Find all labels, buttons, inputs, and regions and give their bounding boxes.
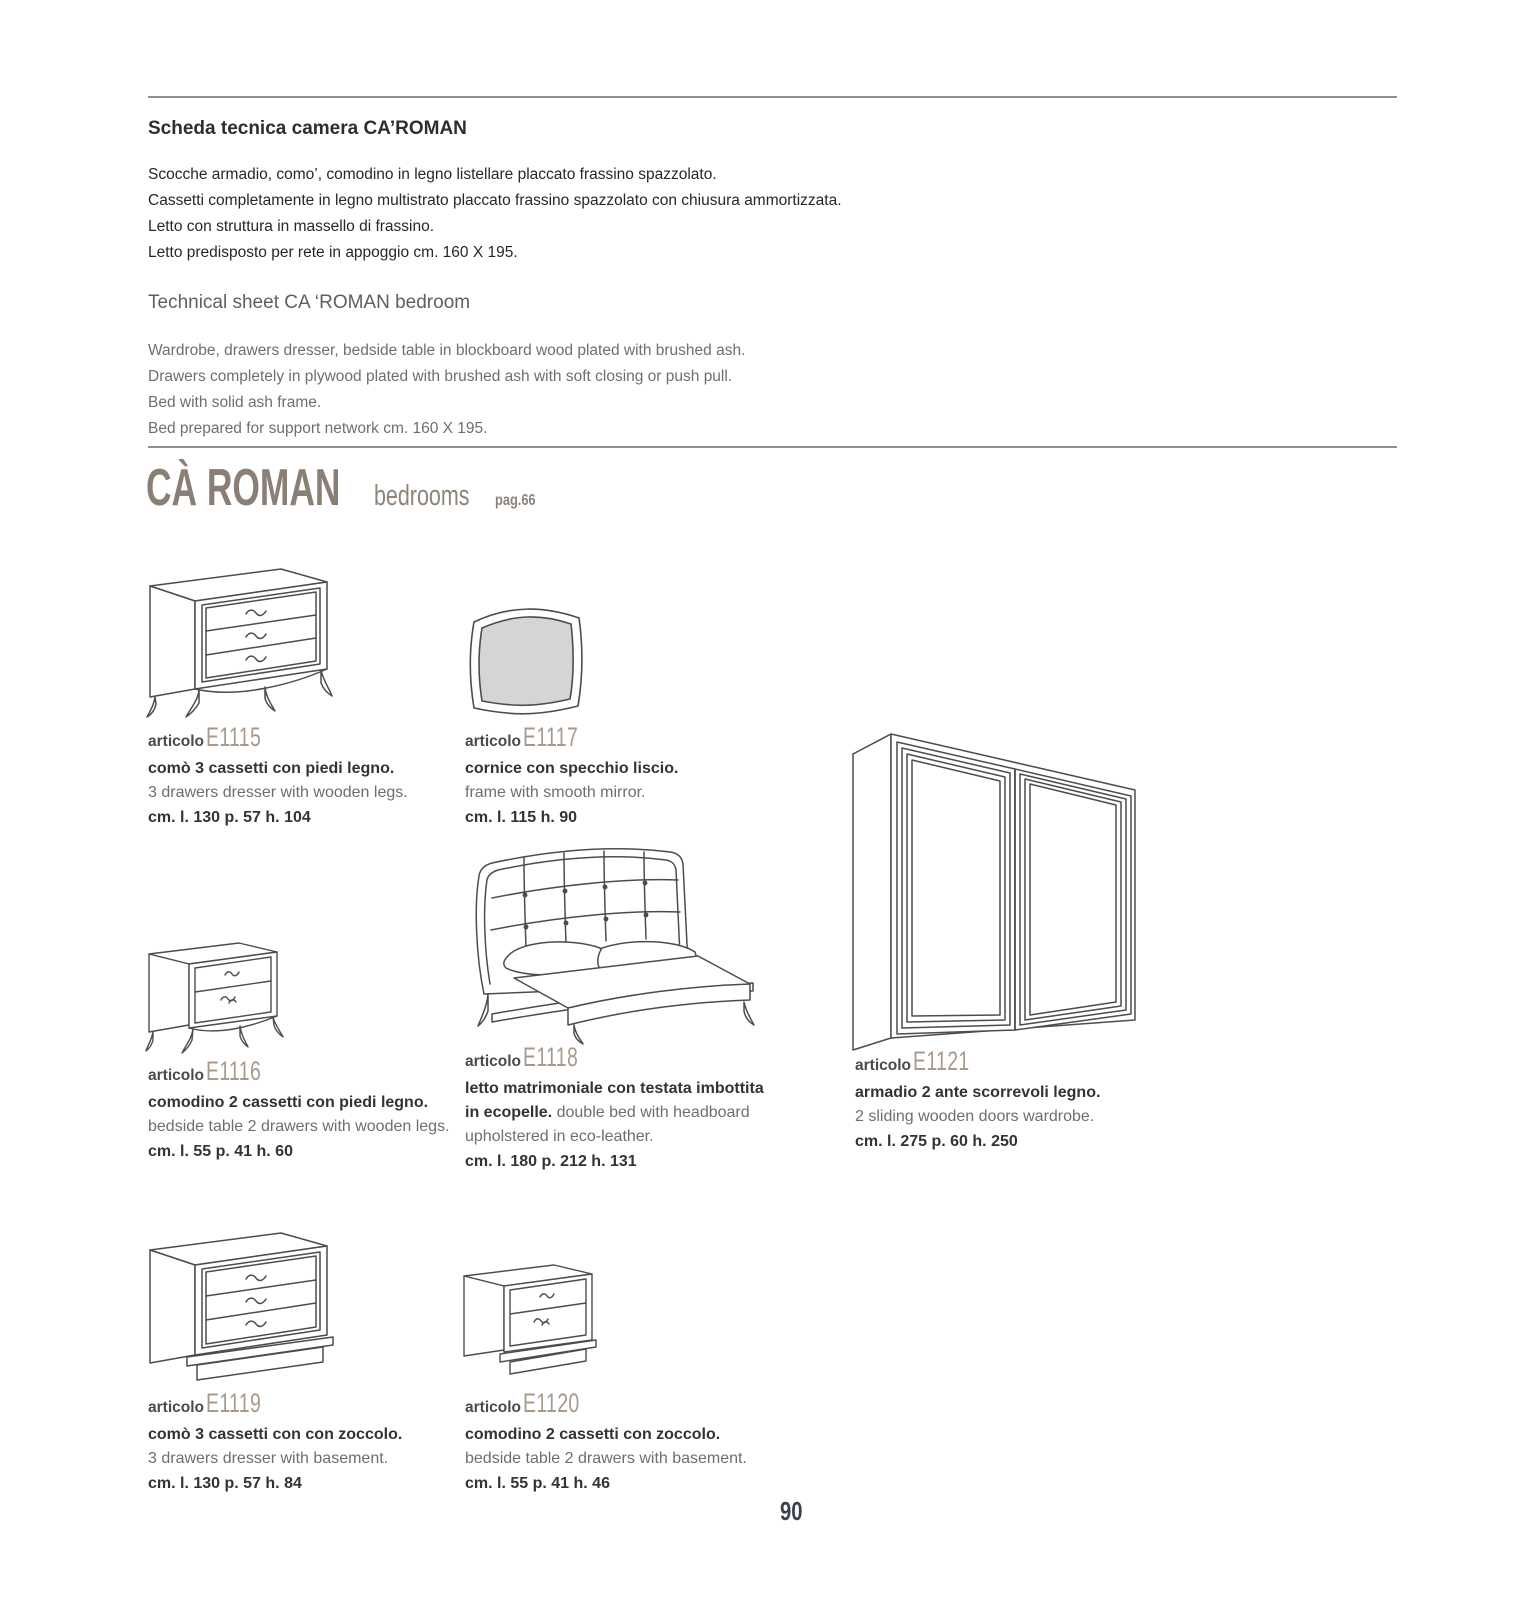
bedside-plinth-drawing	[458, 1250, 613, 1388]
article-card-e1120	[465, 1388, 785, 1496]
article-label: articolo	[465, 1399, 521, 1416]
article-card-e1118	[465, 1042, 770, 1174]
italian-spec-line: Letto predisposto per rete in appoggio cm. 160 X 195.	[148, 244, 518, 261]
article-desc-en: 3 drawers dresser with basement.	[148, 1450, 389, 1467]
article-card-e1121	[855, 1046, 1175, 1154]
article-card-e1117	[465, 722, 785, 830]
wardrobe-sliding-doors-drawing	[845, 720, 1145, 1055]
italian-spec-line: Cassetti completamente in legno multistrato placcato frassino spazzolato con chiusura ammortizzata.	[148, 192, 842, 209]
article-label: articolo	[465, 1053, 521, 1070]
italian-spec-line: Letto con struttura in massello di frassino.	[148, 218, 435, 235]
article-desc-it: comodino 2 cassetti con piedi legno.	[148, 1094, 429, 1111]
article-card-e1115	[148, 722, 468, 830]
collection-subtitle: bedrooms	[373, 480, 470, 512]
english-spec-line: Drawers completely in plywood plated with brushed ash with soft closing or push pull.	[148, 368, 733, 385]
article-card-e1116	[148, 1056, 468, 1164]
mirror-frame-drawing	[460, 594, 593, 722]
article-code: E1119	[205, 1388, 262, 1418]
article-desc-it: comò 3 cassetti con con zoccolo.	[148, 1426, 403, 1443]
article-dims: cm. l. 55 p. 41 h. 46	[465, 1475, 610, 1492]
italian-title: Scheda tecnica camera CA’ROMAN	[148, 118, 467, 139]
article-code: E1115	[205, 722, 262, 752]
english-spec-line: Bed with solid ash frame.	[148, 394, 322, 411]
article-desc-en: 2 sliding wooden doors wardrobe.	[855, 1108, 1095, 1125]
english-title: Technical sheet CA ‘ROMAN bedroom	[148, 292, 471, 313]
article-desc-it: comodino 2 cassetti con zoccolo.	[465, 1426, 721, 1443]
article-label: articolo	[148, 1399, 204, 1416]
article-dims: cm. l. 55 p. 41 h. 60	[148, 1143, 293, 1160]
article-desc-it: cornice con specchio liscio.	[465, 760, 679, 777]
article-desc-en: frame with smooth mirror.	[465, 784, 646, 801]
collection-page-ref: pag.66	[495, 492, 536, 509]
english-specs	[148, 338, 745, 442]
article-desc-en: bedside table 2 drawers with basement.	[465, 1450, 747, 1467]
article-code: E1121	[912, 1046, 970, 1076]
article-card-e1119	[148, 1388, 468, 1496]
article-code: E1116	[205, 1056, 262, 1086]
english-spec-line: Wardrobe, drawers dresser, bedside table in blockboard wood plated with brushed ash.	[148, 342, 746, 359]
article-dims: cm. l. 115 h. 90	[465, 809, 578, 826]
article-code: E1117	[522, 722, 579, 752]
article-dims: cm. l. 130 p. 57 h. 84	[148, 1475, 302, 1492]
dresser-plinth-drawing	[143, 1220, 355, 1388]
top-divider	[148, 96, 1397, 98]
article-dims: cm. l. 180 p. 212 h. 131	[465, 1153, 637, 1170]
italian-specs	[148, 162, 842, 266]
article-desc-it: armadio 2 ante scorrevoli legno.	[855, 1084, 1101, 1101]
collection-heading	[146, 458, 546, 518]
article-desc-en: double bed with headboard upholstered in eco-leather.	[465, 1104, 750, 1145]
article-code: E1120	[522, 1388, 580, 1418]
dresser-wooden-legs-drawing	[143, 556, 355, 724]
english-spec-line: Bed prepared for support network cm. 160 X 195.	[148, 420, 488, 437]
bedside-wooden-legs-drawing	[143, 930, 298, 1062]
italian-spec-line: Scocche armadio, como’, comodino in legno listellare placcato frassino spazzolato.	[148, 166, 717, 183]
article-label: articolo	[855, 1057, 911, 1074]
collection-name: CÀ ROMAN	[146, 459, 341, 517]
section-divider	[148, 446, 1397, 448]
article-label: articolo	[148, 733, 204, 750]
article-code: E1118	[522, 1042, 579, 1072]
article-dims: cm. l. 130 p. 57 h. 104	[148, 809, 311, 826]
article-desc-en: bedside table 2 drawers with wooden legs.	[148, 1118, 450, 1135]
article-label: articolo	[465, 733, 521, 750]
article-dims: cm. l. 275 p. 60 h. 250	[855, 1133, 1018, 1150]
bed-upholstered-headboard-drawing	[452, 836, 757, 1048]
article-desc-en: 3 drawers dresser with wooden legs.	[148, 784, 408, 801]
page-number: 90	[780, 1496, 803, 1526]
article-desc-it: letto matrimoniale con testata imbottita in ecopelle.	[465, 1080, 764, 1121]
article-label: articolo	[148, 1067, 204, 1084]
article-desc-it: comò 3 cassetti con piedi legno.	[148, 760, 395, 777]
